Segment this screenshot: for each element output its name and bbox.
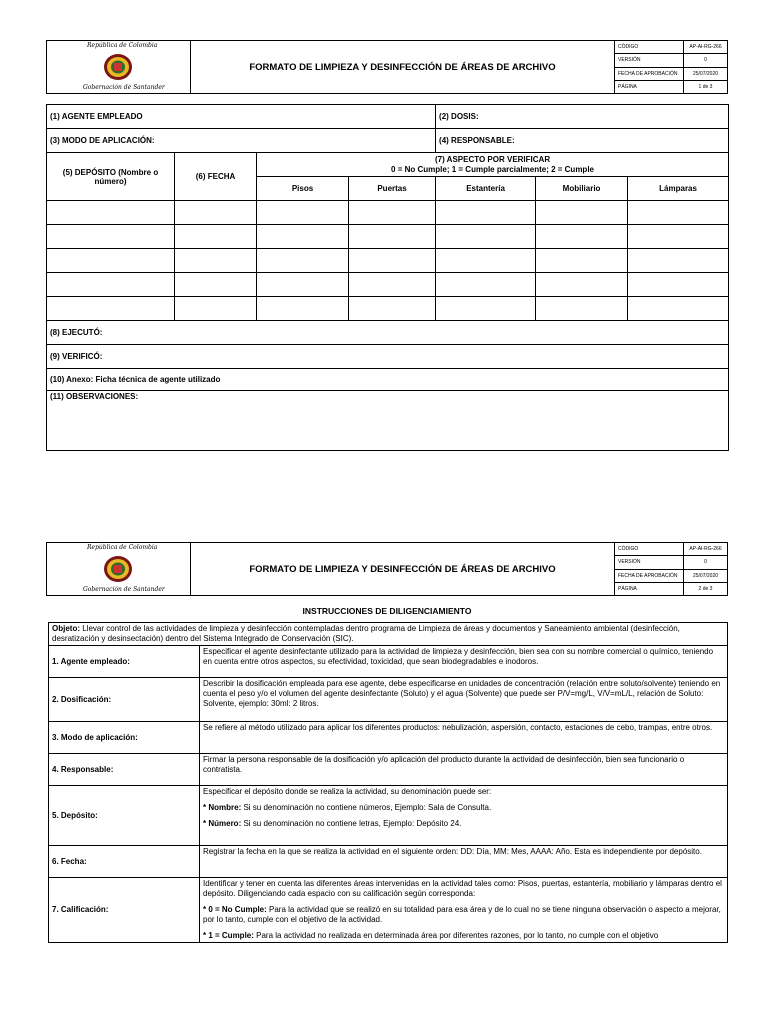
instr-label-calificacion: 7. Calificación: bbox=[49, 878, 200, 943]
logo-cell bbox=[47, 41, 191, 94]
version-value: 0 bbox=[684, 556, 728, 569]
pagina-value: 2 de 3 bbox=[684, 582, 728, 595]
calif-0-text: Para la actividad que se realizó en su totalidad para esa área y de lo cual no se tiene ninguna observación o aspecto a mejorar, por lo tanto, cumple con el objetivo de la actividad. bbox=[203, 905, 721, 924]
table-row bbox=[47, 201, 729, 225]
table-row bbox=[47, 273, 729, 297]
document-title: FORMATO DE LIMPIEZA Y DESINFECCIÓN DE ÁREAS DE ARCHIVO bbox=[191, 41, 615, 94]
fecha-aprobacion-value: 25/07/2020 bbox=[684, 569, 728, 582]
input-cell[interactable] bbox=[47, 273, 175, 297]
aspecto-header bbox=[257, 153, 729, 177]
input-cell[interactable] bbox=[436, 201, 536, 225]
input-cell[interactable] bbox=[628, 225, 729, 249]
input-cell[interactable] bbox=[436, 249, 536, 273]
fecha-aprobacion-label: FECHA DE APROBACIÓN bbox=[615, 67, 684, 80]
version-value: 0 bbox=[684, 54, 728, 67]
verifico-field[interactable]: (9) VERIFICÓ: bbox=[47, 345, 729, 369]
coat-of-arms-icon bbox=[103, 52, 133, 82]
codigo-value: AP-AI-RG-266 bbox=[684, 543, 728, 556]
input-cell[interactable] bbox=[175, 297, 257, 321]
logo-bottom-text: Gobernación de Santander bbox=[83, 586, 165, 593]
objeto-cell bbox=[49, 623, 728, 646]
codigo-label: CÓDIGO bbox=[615, 543, 684, 556]
instr-text-dosificacion: Describir la dosificación empleada para ese agente, debe especificarse en unidades de concentración (relación entre soluto/solvente) teniendo en cuenta el peso y/o el volumen del agente desinfectante (Soluto) y el agua (Solvente) que puede ser P/V=mg/L, V/V=mL/L, relación de Soluto: Solvente, ejemplo: 30ml: 2 litros. bbox=[200, 678, 728, 722]
input-cell[interactable] bbox=[349, 297, 436, 321]
instr-label-modo: 3. Modo de aplicación: bbox=[49, 722, 200, 754]
deposito-numero bbox=[203, 819, 724, 829]
calif-1 bbox=[203, 931, 724, 941]
instr-text-calificacion bbox=[200, 878, 728, 943]
aspecto-scale: 0 = No Cumple; 1 = Cumple parcialmente; 2 = Cumple bbox=[391, 164, 594, 174]
instructions-heading: INSTRUCCIONES DE DILIGENCIAMIENTO bbox=[302, 606, 472, 616]
instr-text-deposito bbox=[200, 786, 728, 846]
col-estanteria: Estantería bbox=[436, 177, 536, 201]
instr-label-dosificacion: 2. Dosificación: bbox=[49, 678, 200, 722]
input-cell[interactable] bbox=[175, 249, 257, 273]
input-cell[interactable] bbox=[628, 297, 729, 321]
coat-of-arms-icon bbox=[103, 554, 133, 584]
instructions-table bbox=[48, 622, 728, 943]
input-cell[interactable] bbox=[257, 201, 349, 225]
instr-label-deposito: 5. Depósito: bbox=[49, 786, 200, 846]
calif-0-label: * 0 = No Cumple: bbox=[203, 905, 267, 914]
instr-label-fecha: 6. Fecha: bbox=[49, 846, 200, 878]
modo-field[interactable]: (3) MODO DE APLICACIÓN: bbox=[47, 129, 436, 153]
deposito-header: (5) DEPÓSITO (Nombre o número) bbox=[47, 153, 175, 201]
calif-1-label: * 1 = Cumple: bbox=[203, 931, 254, 940]
aspecto-title: (7) ASPECTO POR VERIFICAR bbox=[434, 154, 551, 164]
input-cell[interactable] bbox=[349, 225, 436, 249]
input-cell[interactable] bbox=[349, 201, 436, 225]
ejecuto-field[interactable]: (8) EJECUTÓ: bbox=[47, 321, 729, 345]
input-cell[interactable] bbox=[536, 249, 628, 273]
instr-label-agente: 1. Agente empleado: bbox=[49, 646, 200, 678]
logo-bottom-text: Gobernación de Santander bbox=[83, 84, 165, 91]
input-cell[interactable] bbox=[47, 225, 175, 249]
logo-cell bbox=[47, 543, 191, 596]
cleaning-form bbox=[46, 104, 729, 451]
deposito-numero-label: * Número: bbox=[203, 819, 242, 828]
input-cell[interactable] bbox=[175, 273, 257, 297]
col-puertas: Puertas bbox=[349, 177, 436, 201]
input-cell[interactable] bbox=[257, 273, 349, 297]
input-cell[interactable] bbox=[536, 297, 628, 321]
input-cell[interactable] bbox=[628, 249, 729, 273]
logo-top-text: República de Colombia bbox=[87, 544, 158, 551]
responsable-field[interactable]: (4) RESPONSABLE: bbox=[436, 129, 729, 153]
pagina-label: PÁGINA bbox=[615, 80, 684, 93]
table-row bbox=[47, 225, 729, 249]
instr-text-modo: Se refiere al método utilizado para aplicar los diferentes productos: nebulización, aspersión, contacto, estaciones de cebo, trampas, entre otros. bbox=[200, 722, 728, 754]
codigo-value: AP-AI-RG-266 bbox=[684, 41, 728, 54]
input-cell[interactable] bbox=[47, 297, 175, 321]
codigo-label: CÓDIGO bbox=[615, 41, 684, 54]
instr-text-responsable: Firmar la persona responsable de la dosificación y/o aplicación del producto durante la actividad de desinfección, bien sea funcionario o contratista. bbox=[200, 754, 728, 786]
calif-1-text: Para la actividad no realizada en determinada área por diferentes razones, por lo tanto, no cumple con el objetivo bbox=[253, 931, 659, 940]
observaciones-field[interactable]: (11) OBSERVACIONES: bbox=[47, 391, 729, 451]
input-cell[interactable] bbox=[536, 201, 628, 225]
objeto-text: Llevar control de las actividades de limpieza y desinfección contempladas dentro programa de Limpieza de áreas y documentos y Saneamiento ambiental (desinfección, desratización y desinsectación) dentro del Sistema Integrado de Conservación (SIC). bbox=[52, 624, 680, 643]
fecha-aprobacion-value: 25/07/2020 bbox=[684, 67, 728, 80]
logo-top-text: República de Colombia bbox=[87, 42, 158, 49]
document-header bbox=[46, 542, 728, 596]
document-title: FORMATO DE LIMPIEZA Y DESINFECCIÓN DE ÁREAS DE ARCHIVO bbox=[191, 543, 615, 596]
calif-0 bbox=[203, 905, 724, 925]
input-cell[interactable] bbox=[257, 249, 349, 273]
fecha-aprobacion-label: FECHA DE APROBACIÓN bbox=[615, 569, 684, 582]
instr-text-agente: Especificar el agente desinfectante utilizado para la actividad de limpieza y desinfección, bien sea con su nombre comercial o químico, teniendo en cuenta entre otros aspectos, su efectividad, toxicidad, que sean biodegradables e inodoros. bbox=[200, 646, 728, 678]
input-cell[interactable] bbox=[436, 297, 536, 321]
col-pisos: Pisos bbox=[257, 177, 349, 201]
col-mobiliario: Mobiliario bbox=[536, 177, 628, 201]
input-cell[interactable] bbox=[175, 225, 257, 249]
page-1 bbox=[46, 40, 728, 451]
objeto-label: Objeto: bbox=[52, 624, 80, 633]
pagina-value: 1 de 3 bbox=[684, 80, 728, 93]
fecha-header: (6) FECHA bbox=[175, 153, 257, 201]
page-2 bbox=[46, 542, 728, 943]
deposito-numero-text: Si su denominación no contiene letras, Ejemplo: Depósito 24. bbox=[241, 819, 462, 828]
input-cell[interactable] bbox=[257, 297, 349, 321]
version-label: VERSIÓN bbox=[615, 556, 684, 569]
input-cell[interactable] bbox=[47, 249, 175, 273]
instr-label-responsable: 4. Responsable: bbox=[49, 754, 200, 786]
input-cell[interactable] bbox=[257, 225, 349, 249]
version-label: VERSIÓN bbox=[615, 54, 684, 67]
input-cell[interactable] bbox=[47, 201, 175, 225]
deposito-intro: Especificar el depósito donde se realiza la actividad, su denominación puede ser: bbox=[203, 787, 492, 796]
dosis-field[interactable]: (2) DOSIS: bbox=[436, 105, 729, 129]
pagina-label: PÁGINA bbox=[615, 582, 684, 595]
input-cell[interactable] bbox=[536, 225, 628, 249]
input-cell[interactable] bbox=[349, 249, 436, 273]
input-cell[interactable] bbox=[436, 273, 536, 297]
anexo-field[interactable]: (10) Anexo: Ficha técnica de agente utilizado bbox=[47, 369, 729, 391]
deposito-nombre-text: Si su denominación no contiene números, Ejemplo: Sala de Consulta. bbox=[241, 803, 492, 812]
table-row bbox=[47, 297, 729, 321]
instr-text-fecha: Registrar la fecha en la que se realiza la actividad en el siguiente orden: DD: Día, MM: Mes, AAAA: Año. Esta es independiente por depósito. bbox=[200, 846, 728, 878]
document-header bbox=[46, 40, 728, 94]
input-cell[interactable] bbox=[349, 273, 436, 297]
input-cell[interactable] bbox=[175, 201, 257, 225]
deposito-nombre bbox=[203, 803, 724, 813]
calif-intro: Identificar y tener en cuenta las diferentes áreas intervenidas en la actividad tales como: Pisos, puertas, estantería, mobiliario y lámparas dentro el depósito. Diligenciando cada espacio con su calificación según corresponda: bbox=[203, 879, 722, 898]
input-cell[interactable] bbox=[628, 273, 729, 297]
table-row bbox=[47, 249, 729, 273]
input-cell[interactable] bbox=[436, 225, 536, 249]
input-cell[interactable] bbox=[536, 273, 628, 297]
deposito-nombre-label: * Nombre: bbox=[203, 803, 242, 812]
col-lamparas: Lámparas bbox=[628, 177, 729, 201]
agente-field[interactable]: (1) AGENTE EMPLEADO bbox=[47, 105, 436, 129]
input-cell[interactable] bbox=[628, 201, 729, 225]
